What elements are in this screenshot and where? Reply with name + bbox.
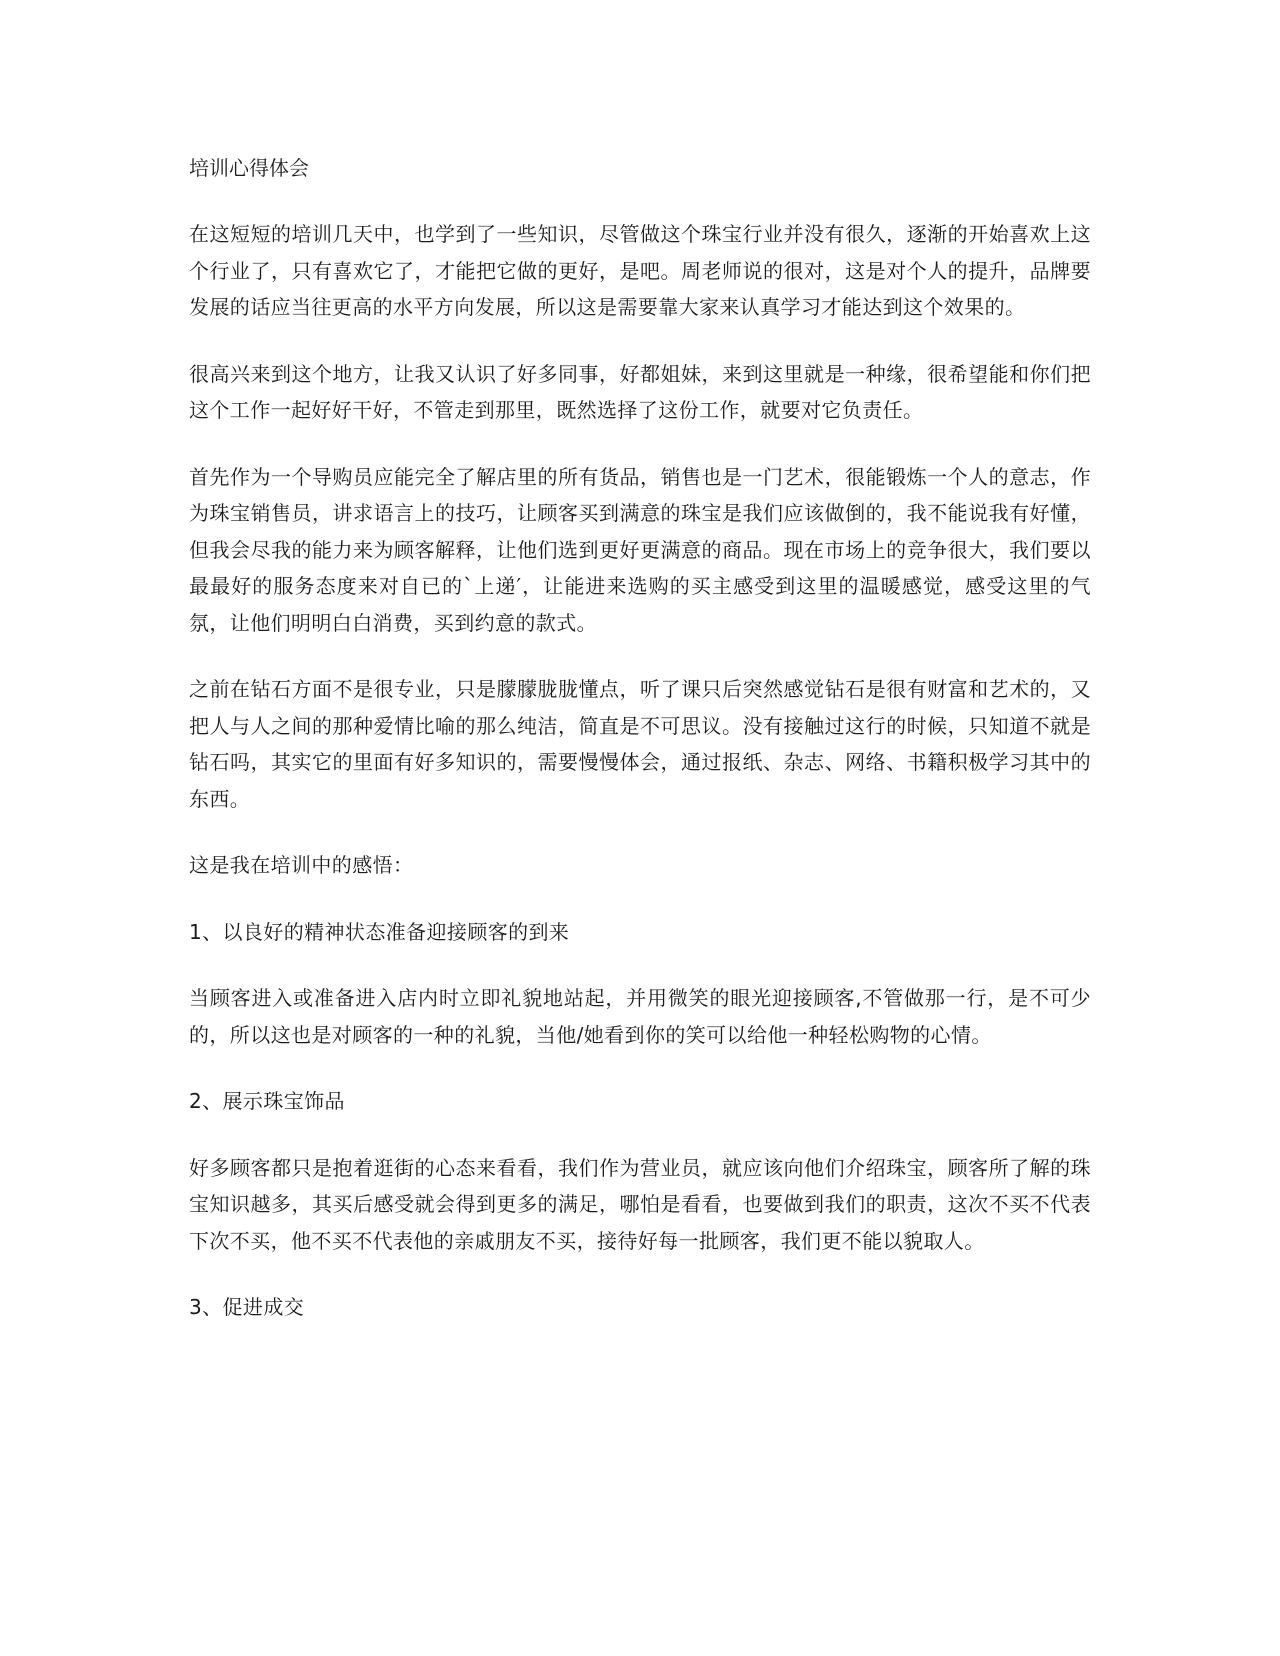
paragraph-greeting: 当顾客进入或准备进入店内时立即礼貌地站起，并用微笑的眼光迎接顾客,不管做那一行，是不可少的，所以这也是对顾客的一种的礼貌，当他/她看到你的笑可以给他一种轻松购物的心情。	[189, 986, 1091, 1047]
paragraph-insights-lead: 这是我在培训中的感悟：	[189, 853, 414, 877]
paragraph-intro: 在这短短的培训几天中，也学到了一些知识，尽管做这个珠宝行业并没有很久，逐渐的开始喜欢上这个行业了，只有喜欢它了，才能把它做的更好，是吧。周老师说的很对，这是对个人的提升，品牌要发展的话应当往更高的水平方向发展，所以这是需要靠大家来认真学习才能达到这个效果的。	[189, 222, 1091, 319]
document-body	[189, 150, 1091, 1356]
paragraph-colleagues: 很高兴来到这个地方，让我又认识了好多同事，好都姐妹，来到这里就是一种缘，很希望能和你们把这个工作一起好好干好，不管走到那里，既然选择了这份工作，就要对它负责任。	[189, 361, 1091, 422]
document-title: 培训心得体会	[189, 156, 309, 180]
paragraph-diamonds: 之前在钻石方面不是很专业，只是朦朦胧胧懂点，听了课只后突然感觉钻石是很有财富和艺术的，又把人与人之间的那种爱情比喻的那么纯洁，简直是不可思议。没有接触过这行的时候，只知道不就是钻石吗，其实它的里面有好多知识的，需要慢慢体会，通过报纸、杂志、网络、书籍积极学习其中的东西。	[189, 677, 1091, 811]
section-heading-2: 2、展示珠宝饰品	[189, 1089, 345, 1113]
paragraph-sales-skills: 首先作为一个导购员应能完全了解店里的所有货品，销售也是一门艺术，很能锻炼一个人的意志，作为珠宝销售员，讲求语言上的技巧，让顾客买到满意的珠宝是我们应该做倒的，我不能说我有好懂，但我会尽我的能力来为顾客解释，让他们选到更好更满意的商品。现在市场上的竞争很大，我们要以最最好的服务态度来对自已的`上递′，让能进来选购的买主感受到这里的温暖感觉，感受这里的气氛，让他们明明白白消费，买到约意的款式。	[189, 464, 1091, 635]
section-heading-3: 3、促进成交	[189, 1295, 305, 1319]
paragraph-display: 好多顾客都只是抱着逛街的心态来看看，我们作为营业员，就应该向他们介绍珠宝，顾客所了解的珠宝知识越多，其买后感受就会得到更多的满足，哪怕是看看，也要做到我们的职责，这次不买不代表下次不买，他不买不代表他的亲戚朋友不买，接待好每一批顾客，我们更不能以貌取人。	[189, 1155, 1091, 1253]
section-heading-1: 1、以良好的精神状态准备迎接顾客的到来	[189, 919, 570, 944]
